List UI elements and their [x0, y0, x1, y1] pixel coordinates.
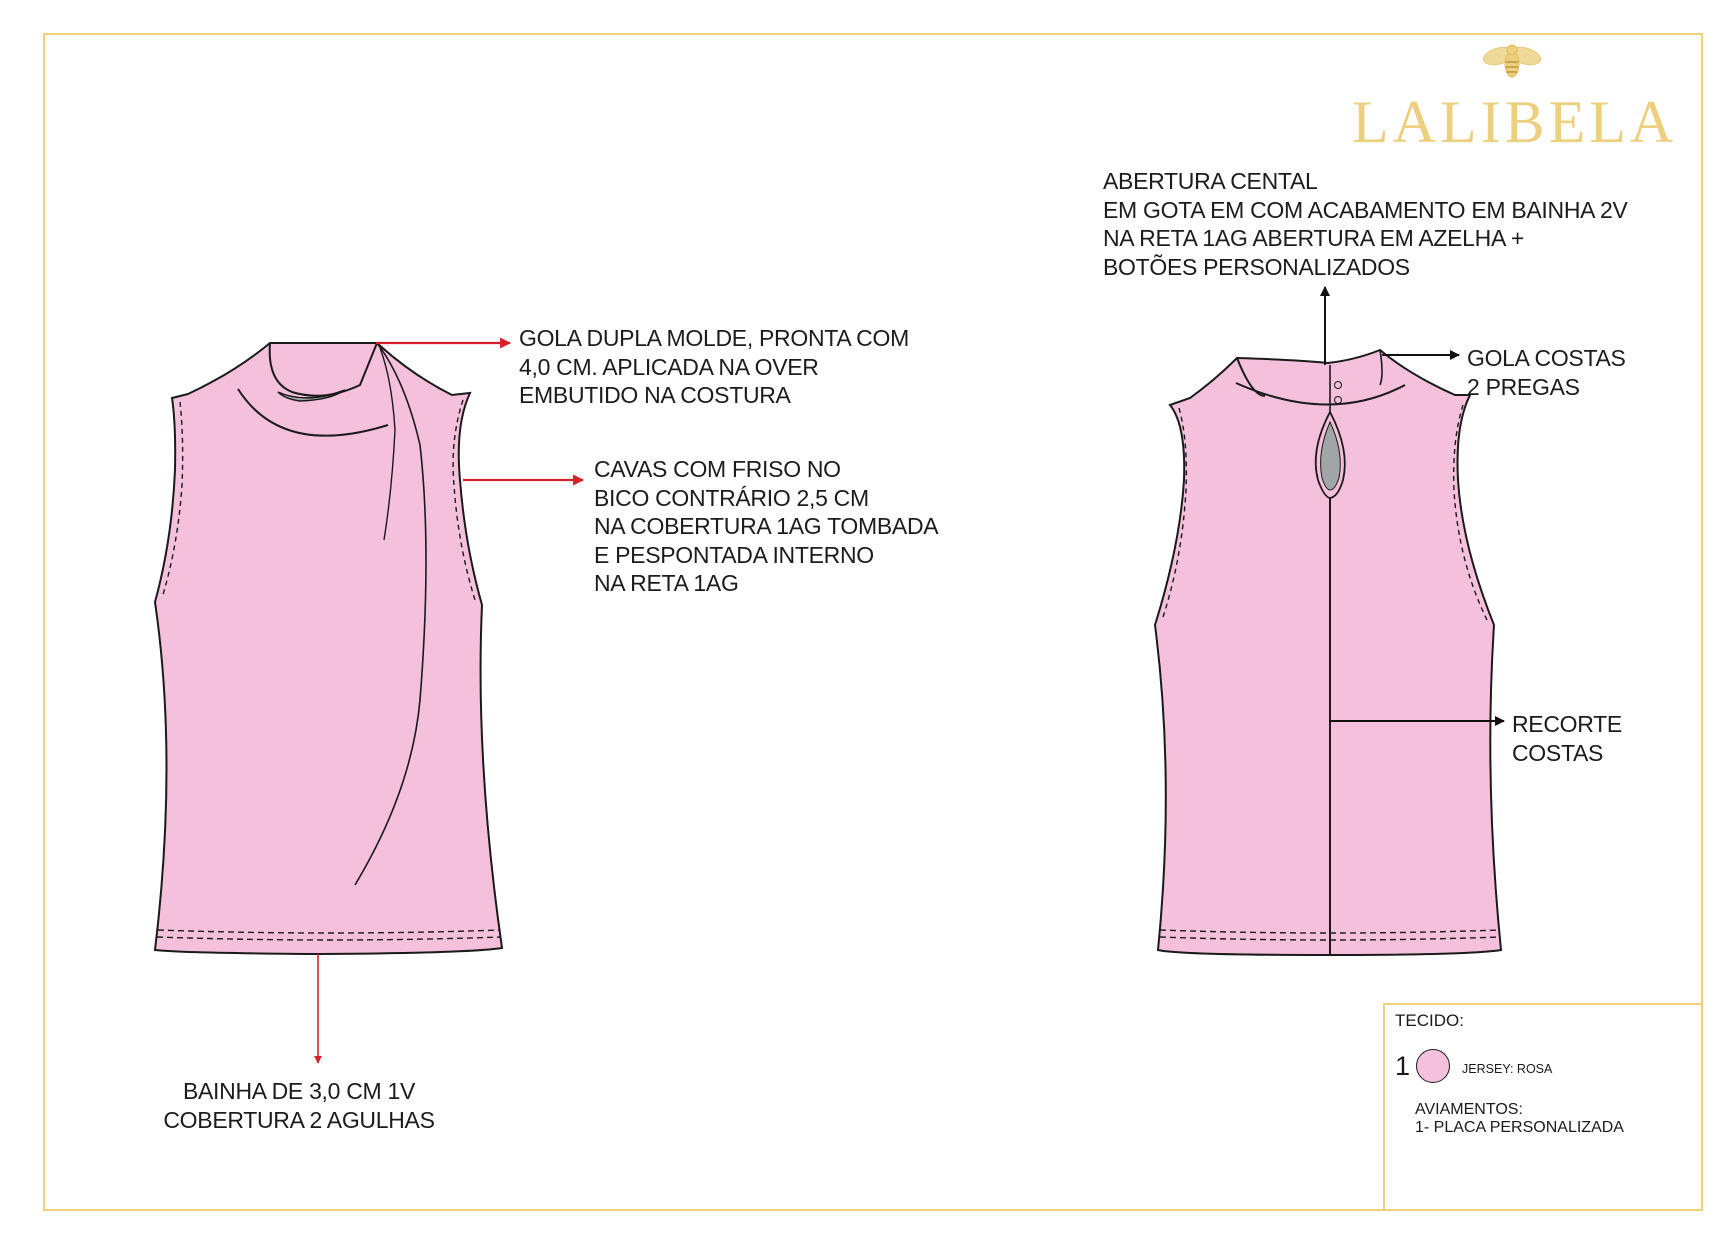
fabric-name: JERSEY: ROSA: [1462, 1062, 1553, 1076]
button-icon: [1335, 382, 1342, 389]
note-back-collar: GOLA COSTAS 2 PREGAS: [1467, 345, 1626, 400]
note-front-armhole: CAVAS COM FRISO NO BICO CONTRÁRIO 2,5 CM NA COBERTURA 1AG TOMBADA E PESPONTADA INTERNO NA RETA 1AG: [594, 456, 939, 596]
fabric-legend-title: TECIDO:: [1395, 1011, 1464, 1030]
button-icon: [1335, 397, 1342, 404]
note-back-opening: ABERTURA CENTAL EM GOTA EM COM ACABAMENTO EM BAINHA 2V NA RETA 1AG ABERTURA EM AZELHA + BOTÕES PERSONALIZADOS: [1103, 168, 1628, 280]
fabric-swatch-row: [1395, 1049, 1552, 1083]
note-front-hem: BAINHA DE 3,0 CM 1V COBERTURA 2 AGULHAS: [163, 1078, 435, 1133]
fabric-legend: [1383, 1003, 1701, 1209]
fabric-swatch: [1416, 1049, 1450, 1083]
front-garment: [155, 343, 502, 954]
note-back-seam: RECORTE COSTAS: [1512, 711, 1622, 766]
fabric-number: 1: [1395, 1050, 1411, 1081]
brand-name: LALIBELA: [1352, 89, 1678, 155]
note-front-collar: GOLA DUPLA MOLDE, PRONTA COM 4,0 CM. APLICADA NA OVER EMBUTIDO NA COSTURA: [519, 325, 909, 408]
back-garment: [1155, 350, 1501, 955]
trims-list: AVIAMENTOS: 1- PLACA PERSONALIZADA: [1415, 1101, 1624, 1136]
